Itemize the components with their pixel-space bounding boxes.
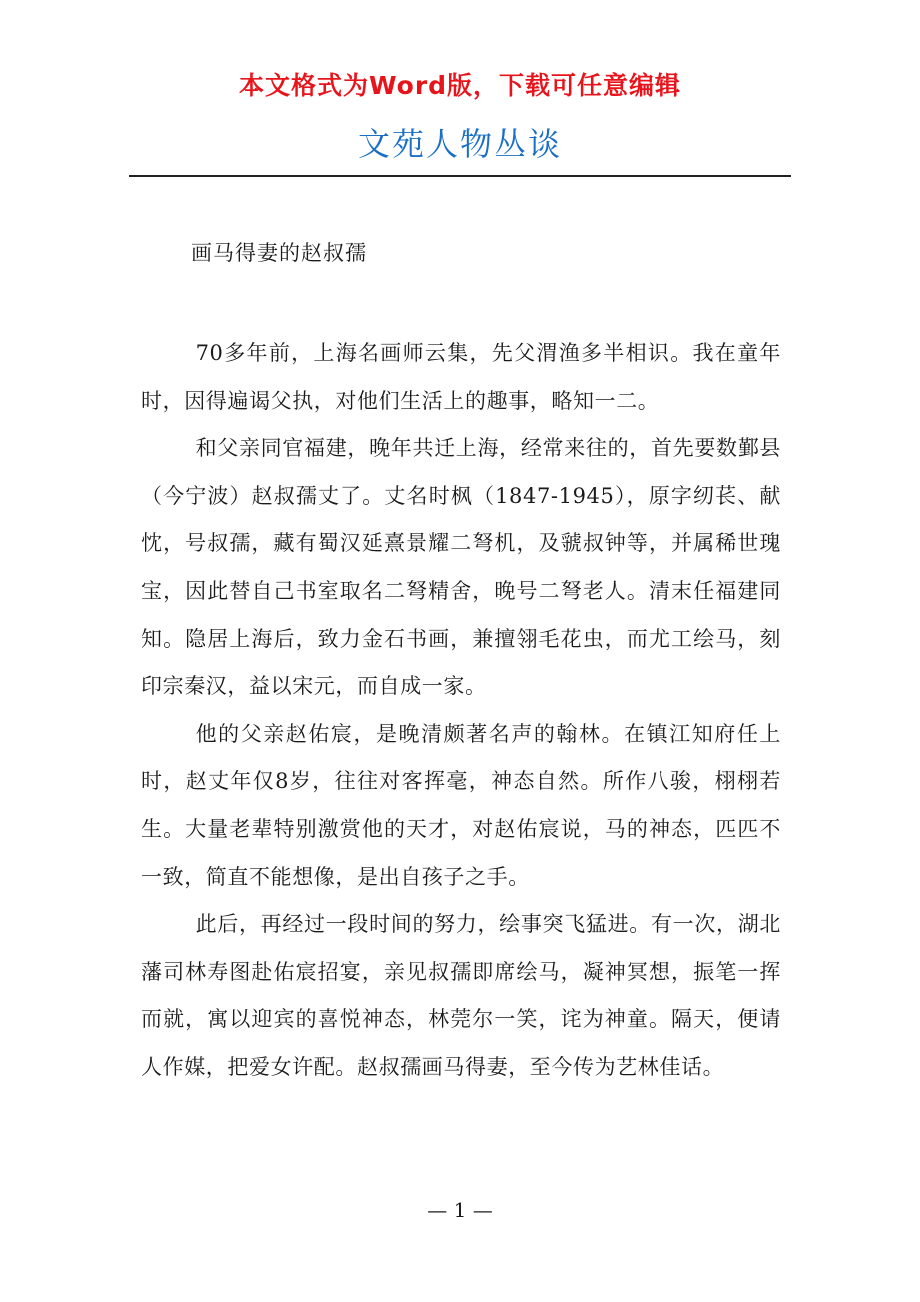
paragraph: 此后，再经过一段时间的努力，绘事突飞猛进。有一次，湖北藩司林寿图赴佑宸招宴，亲见叔孺即席绘马，凝神冥想，振笔一挥而就，寓以迎宾的喜悦神态，林莞尔一笑，诧为神童。隔天，便请人作媒，把爱女许配。赵叔孺画马得妻，至今传为艺林佳话。 [141,912,781,1079]
header-divider [129,175,791,177]
article-body [141,330,781,1092]
format-notice-banner: 本文格式为Word版，下载可任意编辑 [238,71,682,100]
page-number: — 1 — [427,1198,493,1222]
paragraph: 70多年前，上海名画师云集，先父渭渔多半相识。我在童年时，因得遍谒父执，对他们生活上的趣事，略知一二。 [141,341,781,413]
article-subtitle: 画马得妻的赵叔孺 [191,241,367,265]
document-title: 文苑人物丛谈 [357,125,562,163]
paragraph: 他的父亲赵佑宸，是晚清颇著名声的翰林。在镇江知府任上时，赵丈年仅8岁，往往对客挥毫，神态自然。所作八骏，栩栩若生。大量老辈特别激赏他的天才，对赵佑宸说，马的神态，匹匹不一致，简直不能想像，是出自孩子之手。 [141,721,781,889]
paragraph: 和父亲同官福建，晚年共迁上海，经常来往的，首先要数鄞县（今宁波）赵叔孺丈了。丈名时枫（1847-1945），原字纫苌、献忱，号叔孺，藏有蜀汉延熹景耀二弩机，及虢叔钟等，并属稀世瑰宝，因此替自己书室取名二弩精舍，晚号二弩老人。清末任福建同知。隐居上海后，致力金石书画，兼擅翎毛花虫，而尤工绘马，刻印宗秦汉，益以宋元，而自成一家。 [141,436,781,699]
